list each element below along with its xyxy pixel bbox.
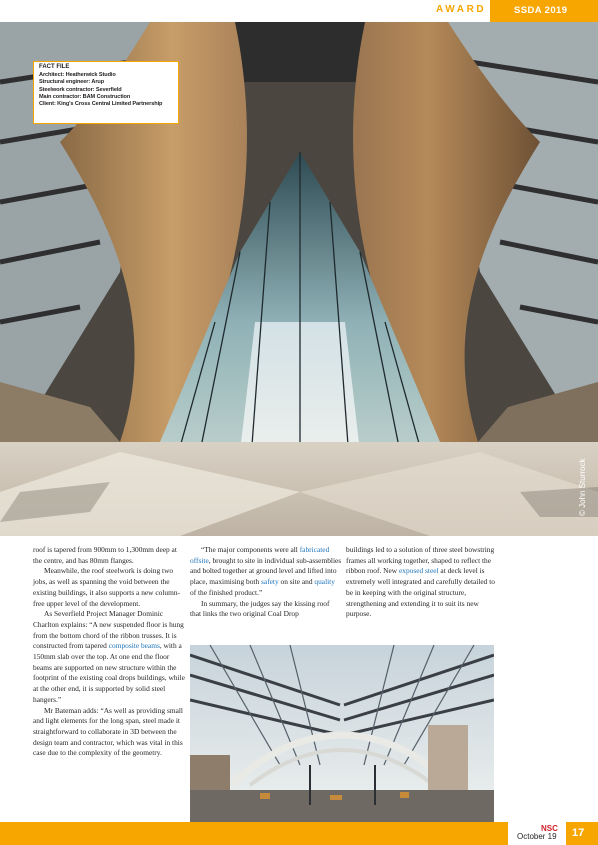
paragraph: In summary, the judges say the kissing roof that links the two original Coal Drop (190, 598, 330, 619)
article-column-2 (190, 545, 342, 620)
paragraph: As Severfield Project Manager Dominic Charlton explains: “A new suspended floor is hung from the bottom chord of the ribbon trusses. It is constructed from tapered composite beams, with a 150mm slab over the top. At one end the floor beams are supported on new structure within the footprint of the existing coal drops buildings, while at the other end, it is supported by solid steel hangers.” (33, 609, 185, 704)
page-header (0, 0, 598, 22)
link-quality[interactable]: quality (314, 577, 335, 587)
link-safety[interactable]: safety (261, 577, 279, 587)
roof-steelwork-illustration (190, 645, 494, 822)
fact-file-box (33, 61, 179, 124)
link-fabricated-offsite[interactable]: fabricated offsite (190, 545, 330, 565)
link-exposed-steel[interactable]: exposed steel (398, 566, 439, 576)
event-label: SSDA 2019 (514, 5, 568, 16)
fact-file-line: Architect: Heatherwick Studio (39, 72, 116, 79)
fact-file-title: FACT FILE (39, 64, 70, 70)
paragraph: roof is tapered from 900mm to 1,300mm deep at the centre, and has 80mm flanges. (33, 545, 177, 565)
paragraph: Meanwhile, the roof steelwork is doing two jobs, as well as spanning the void between the existing buildings, it also supports a new column-free upper level of the development. (33, 566, 180, 608)
roof-structure-photo (190, 645, 494, 822)
issue-date: October 19 (517, 832, 557, 841)
paragraph: “The major components were all fabricated offsite, brought to site in individual sub-assemblies and bolted together at ground level and lifted into place, maximising both safety on site and quality of the finished product.” (190, 545, 342, 597)
fact-file-line: Client: King's Cross Central Limited Partnership (39, 101, 163, 108)
article-column-1 (33, 545, 185, 759)
link-composite-beams[interactable]: composite beams (108, 641, 160, 651)
fact-file-line: Main contractor: BAM Construction (39, 93, 131, 100)
paragraph: buildings led to a solution of three steel bowstring frames all working together, shaped to reflect the ribbon roof. New exposed steel at deck level is extremely well integrated and carefully detailed to be in keeping with the original structure, strengthening and extending it to suit its new purpose. (346, 545, 495, 619)
page-number: 17 (572, 827, 585, 839)
fact-file-line: Structural engineer: Arup (39, 79, 105, 86)
inline-photo-credit: © John Sturrock (497, 760, 506, 818)
article-column-3 (346, 545, 498, 620)
section-label: AWARD (436, 4, 487, 15)
fact-file-line: Steelwork contractor: Severfield (39, 86, 122, 93)
paragraph: Mr Bateman adds: “As well as providing small and light elements for the long span, steel made it straightforward to collaborate in 3D between the design team and contractor, which was vital in this case due to the complexity of the geometry. (33, 705, 183, 758)
nsc-logo: NSC (541, 824, 558, 833)
page-footer (0, 822, 598, 845)
footer-accent-bar (0, 822, 508, 845)
hero-photo-credit: © John Sturrock (578, 458, 587, 516)
